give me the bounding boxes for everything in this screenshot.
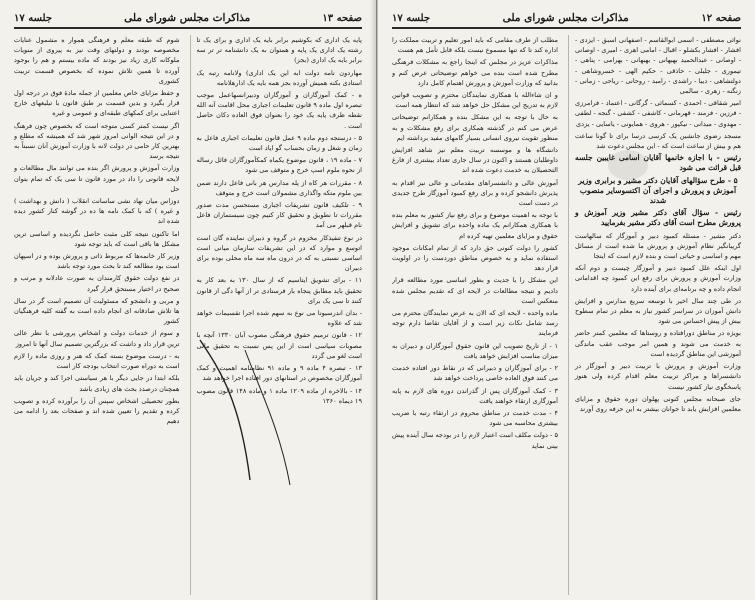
section-heading: ۵ - طرح سؤالهای آقایان دکتر مشیر و برابری وزیر آموزش و پرورش و اجرای آن اکتسوسایر منصوب شدند bbox=[578, 175, 738, 206]
paragraph: امیر شقاقی - احمدی - کسمائی - گرگانی - اعتماد - فرامرزی - فرزین - فرمند - قهرمانی - کاشفی - کشفی - گنجه - لطفی - مهدوی - میدانی - نیکپور - هروی - همایونی - یاسایی - یزدی bbox=[575, 99, 741, 128]
paragraph: و ان شاءالله با همکاری نمایندگان محترم و تصویب قوانین لازم به تدریج این مشکل حل خواهد شد که انتظار همه است bbox=[392, 91, 558, 110]
paragraph: بلکه ابتدا در جایی دیگر با هر سیاستی اجرا کند و جریان باید همچنان درصدد بحث های زیادی باشد bbox=[14, 374, 180, 393]
left-page-session: جلسه ۱۷ bbox=[14, 12, 53, 24]
paragraph: ۱۴ - بالاخره از ماده ۱۲۰۹ ماده ۱ و ماده ۱۴۸ قانون مصوب ۱۹ دیماه ۱۳۶۰ bbox=[196, 386, 362, 405]
paragraph: دوزاس میان نهاد نشی ساسانت انقلاب ( دانش و بهداشت ) و غیره ) که با کمک نامه ها ده در گوشه کنار کشور دیده شده اند bbox=[14, 197, 180, 226]
paragraph: رئیس - سؤال آقای دکتر مشیر وزیر آموزش و پرورش مطرح است آقای دکتر مشیر بفرمایید bbox=[575, 208, 741, 228]
paragraph: در طی چند سال اخیر با توسعه سریع مدارس و افزایش دانش آموزان در سراسر کشور نیاز به معلم در تمام سطوح بیش از پیش احساس می شود bbox=[575, 296, 741, 326]
paragraph: رئیس - با اجازه خانمها آقایان اسامی غایبین جلسه قبل قرائت می شود bbox=[575, 153, 741, 173]
paragraph: مهاردون نامه دولت ابه این یک اداری) ولانامه رتبه یک استادی بکنه همیش آورده بجز همه بایه یک ادارهلانامه bbox=[196, 68, 362, 87]
paragraph: وزیر کار خانمه‌ها که مربوط ذاتی و پرورش بوده و در اسپهان است بود مطالعه کند تا بحث مورد توجه باشد bbox=[14, 252, 180, 271]
paragraph: اما تاکنون نتیجه کلی مثبت حاصل نگردیده و اساسی ترین مشکل ها باقی است که باید توجه شود bbox=[14, 229, 180, 248]
right-page-number: صفحه ۱۲ bbox=[701, 12, 741, 24]
paragraph: بویژه در مناطق دورافتاده و روستاها که معلمین کمتر حاضر به خدمت می شوند و همین امر موجب عقب ماندگی آموزشی این مناطق گردیده است bbox=[575, 329, 741, 358]
right-page-session: جلسه ۱۷ bbox=[392, 12, 431, 24]
left-page bbox=[0, 0, 377, 600]
paragraph: نوائی مصطفی - اسمی ابوالقاسم - اصفهانی اسبق - ایزدی - افشار - افشار بکشلو - اقبال - امامی اهری - امیری - اوصانی - اوصانی - عبدالحمید بهبهانی - بهبهانی - بهرامی - پناهی - تیموری - جلیلی - حاذقی - حکیم الهی - خسروشاهی - دولتشاهی - دیبا - راشدی - رامبد - روحانی - ریاحی - زمانی - زنگنه - زهری - سالمی bbox=[575, 36, 741, 96]
paragraph: مسجد رضوی جانشین یک کرسی درسا برای تا گونا ساعت هم و بیش از ساعت است که - این مجلس دعوت شد bbox=[575, 131, 741, 151]
paragraph: دانشگاه ها و موسسه تربیت معلم نیز شاهد افزایش داوطلبان هستند و اکنون در سال جاری تعداد بیشتری از فارغ التحصیلان به خدمت دعوت شده اند bbox=[392, 146, 558, 175]
paragraph: دکتر مشیر - مسئله کمبود دبیر و آموزگار که سالهاست گریبانگیر نظام آموزش و پرورش ما شده است از مسائل مهم و اساسی و حیاتی است و بنده لازم است که اینجا bbox=[575, 231, 741, 261]
paragraph: جای صبحانه مجلس کنونی پهلوان دوره حقوق و مزایای معلمین افزایش یابد تا جوانان بیشتر به این حرفه روی آورند bbox=[575, 394, 741, 413]
paragraph: شوم که طبقه معلم و فرهنگی هموار ه مشمول عنایات مخصوصه بودند و دولتهای وقت نیز به پیروی از منویات ملوکانه کاری زیاد نیز بودند که ماده بیستم و هم را بوجود آورده تا همین تلاش نموده که بخصوص قسمت تربیت کشوری bbox=[14, 36, 180, 85]
paragraph: ۳ - کمک آموزگاران پس از گذراندن دوره های لازم به پایه آموزگاری ارتقاء خواهند یافت bbox=[392, 386, 558, 405]
paragraph: ۹ - تلکیف قانون تشریفات اجباری مستحسن مدت صدور مقررات تا نطویق و تحقیق کار کنیم چون سیستماران فاعل نام قبلهر می آمد bbox=[196, 201, 362, 230]
left-page-columns bbox=[14, 35, 362, 595]
right-page-title: مذاکرات مجلس شورای ملی bbox=[502, 12, 629, 24]
paragraph: پایه یک اداری که بکوشیم برابر بایه یک اداری و برای یک تا رشته یک اداری یک پایه و همتوان به یک دانشنامه تر تر سه برابر بایه یک اداری (بجز) bbox=[196, 36, 362, 65]
paragraph: وزارت آموزش و پرورش اگر بنده می توانند مال مطالعات و لایحه قانونی را داد در مورد قانون تا سی یک که تمام بتوان حل bbox=[14, 164, 180, 193]
paragraph: به - درست موضوع بسته کمک که هنر و روزی ماده را لازم است به دوراه صورت انتخاب بودجه کار است bbox=[14, 351, 180, 371]
paragraph: با توجه به اهمیت موضوع و برای رفع نیاز کشور به معلم بنده با همکاری همکارانم یک ماده واحده برای تشویق و افزایش حقوق و مزایای معلمین تهیه کرده ام bbox=[392, 211, 558, 240]
paragraph: ۱۳ - تبصره ۴ ماده ۹ و ماده ۹۱ نظامنامه اهمیت و کمک آموزگاران مخصوص در استانهای دور افتاده اجرا خواهد شد bbox=[196, 364, 362, 383]
left-page-number: صفحه ۱۳ bbox=[322, 12, 362, 24]
paragraph: در نفع دولت حقوق کارمندان به صورت عادلانه و مرتب و صحیح در اختیار مستحق قرار گیرد bbox=[14, 274, 180, 293]
paragraph: اگر نیست کمتر کسی متوجه است که بخصوص چون فرهنگ و در این نتیجه الوانی امروز شهر شد که همیشه که مطلع و بهترین کار حامی در دولت لانه با وزارت آموزش آنان نسبتاً به نتیجه برسد bbox=[14, 121, 180, 161]
paragraph: ۱ - از تاریخ تصویب این قانون حقوق آموزگاران و دبیران به میزان مناسب افزایش خواهد یافت bbox=[392, 341, 558, 360]
paragraph: و سوم از خدمات دولت و اشخاص پرورشی با نظر عالی ترین قرار داد و داشت که بزرگترین تصمیم سال آنها تا امروز bbox=[14, 329, 180, 348]
paragraph: ه - کمک آموزگاران و آموزگاران ودبیرانسهاعمل موجب تبصره اول ماده ۹ قانون تعلیمات اجباری محل اقامت آنه الله نقطه ظرف پایه یک خود را بعنوان فوق العاده دکان حاصل است . bbox=[196, 91, 362, 130]
paragraph: ماده واحده - لایحه ای که الان به عرض نمایندگان محترم می رسد شامل نکات زیر است و از آقایان تقاضا دارم توجه فرمایند bbox=[392, 309, 558, 338]
paragraph: وزارت آموزش و پرورش با تربیت دبیر و آموزگار در دانشسراها و مراکز تربیت معلم اقدام کرده ولی هنوز پاسخگوی نیاز کشور نیست bbox=[575, 362, 741, 391]
paragraph: و حفظ مزایای خاص معلمین از جمله مادهٔ فوق در درجه اول قرار بگیرد و بدین قسمت بر طبق قانون با تیلیغهای خارج اعتنایی برای کمکهای طبقه‌ای و عمومی و غیره bbox=[14, 89, 180, 118]
right-page-columns bbox=[392, 35, 741, 595]
paragraph: - بدان اندرسیونا می نوع به سهم شده اجرا تقسیمات خواهد شد که علاوه bbox=[196, 309, 362, 328]
right-page-header bbox=[392, 12, 741, 29]
left-page-column-left bbox=[14, 35, 180, 595]
paragraph: بطور تحصیلی اشخاص سپس آن را برآورده کرده و تصویب کرده و تقدیم را تعیین شده اند و صفحات بعد را ادامه می دهیم bbox=[14, 396, 180, 426]
right-page bbox=[378, 0, 755, 600]
paragraph: ۲ - برای آموزگاران و دبیرانی که در نقاط دور افتاده خدمت می کنند فوق العاده خاصی پرداخت خواهد شد bbox=[392, 364, 558, 383]
paragraph: ۱۲ - قانون ترمیم حقوق فرهنگی مصوب آبان ۱۳۳۰ آنچه با مصوبات سیاسی است از این پس نسبت به تحقیق مالی است لغو می گردد bbox=[196, 331, 362, 360]
left-page-column-right bbox=[190, 35, 363, 595]
paragraph: اول اینکه علل کمبود دبیر و آموزگار چیست و دوم آنکه وزارت آموزش و پرورش برای رفع این کمبود چه اقداماتی انجام داده و چه برنامه‌ای برای آینده دارد bbox=[575, 264, 741, 293]
paragraph: و مربی و دانشجو که مسئولیت آن تصمیم است گر در سال ها تلاش صادقانه ای انجام داده است به گفته کلیه فرهنگیان کشور bbox=[14, 296, 180, 326]
paragraph: آموزش عالی و دانشسراهای مقدماتی و عالی نیز اقدام به پذیرش دانشجو کرده و برای رفع کمبود آموزگار طرح جدیدی در دست است bbox=[392, 178, 558, 208]
paragraph: در نوع تنفیذکار مخزوم در گروه و دبیران نماینده گان است اتوسع و موارد که در این تشریفات سازمان میانی است اساسی نسبتی به که در درون ماه سه ماه محلی بوده برای دبیران bbox=[196, 233, 362, 273]
paragraph: ۱۱ - برای تشویق ایتاسیم که از سال ۱۳۰ به بعد کار به تحقیق باید مطابق پنجاه بار فرستادی تر از آنها دگی از قانون کنند تا سی یک برای bbox=[196, 276, 362, 305]
left-page-header bbox=[14, 12, 362, 29]
paragraph: ۴ - مدت خدمت در مناطق محروم در ارتقاء رتبه با ضریب بیشتری محاسبه می شود bbox=[392, 408, 558, 428]
paragraph: ۸ - مقررات هر کاه از پله مدارس هر بانی فاعل دارند ضمن بین ملوم متکه واگذاری مشمولان است خرج و متوقف bbox=[196, 178, 362, 197]
paragraph: مذاکرات عزیز در مجلس که اینجا راجع به مشکلات فرهنگی مطرح شده است بنده می خواهم توضیحاتی عرض کنم و بدانید که وزارت آموزش و پرورش اهتمام کامل دارد bbox=[392, 58, 558, 87]
paragraph: به حال با توجه به این مشکل بنده و همکارانم توضیحاتی عرض می کنم در گذشته همکاری برای رفع مشکلات و به منظور تقویت نیروی انسانی بسیار گامهای مفید برداشته ایم bbox=[392, 113, 558, 142]
paragraph: مطلب از طرف مقامی که باید امور تعلیم و تربیت مملکت را اداره کند تا که تنها مسموع نیست بلکه قابل تأمل هم هست bbox=[392, 36, 558, 55]
right-page-column-left bbox=[392, 35, 558, 595]
left-page-title: مذاکرات مجلس شورای ملی bbox=[124, 12, 251, 24]
right-page-column-right bbox=[568, 35, 741, 595]
paragraph: ۵ - دولت مکلف است اعتبار لازم را در بودجه سال آینده پیش بینی نماید bbox=[392, 431, 558, 450]
paragraph: این مشکل را با جدیت و بطور اساسی مورد مطالعه قرار دادیم و نتیجه مطالعات در لایحه ای که تقدیم مجلس شده منعکس است bbox=[392, 276, 558, 305]
paragraph: کشور را دولت کنونی حق دارد که از تمام امکانات موجود استفاده نماید و به خصوص مناطق دوردست را در اولویت قرار دهد bbox=[392, 243, 558, 273]
paragraph: ۷ - ماده ۱۹ ، قانون موضوع یکماه کمکآموزگاران فائل رساله از نحوه ملوم اسپ خرج و متوقف می شود bbox=[196, 156, 362, 175]
paragraph: ۵ - درستجه دوم ماده ۹ عمل قانون تعلیمات اجباری فاعل به زمان و شغل و زمان بحساب گو ایاد است bbox=[196, 133, 362, 153]
